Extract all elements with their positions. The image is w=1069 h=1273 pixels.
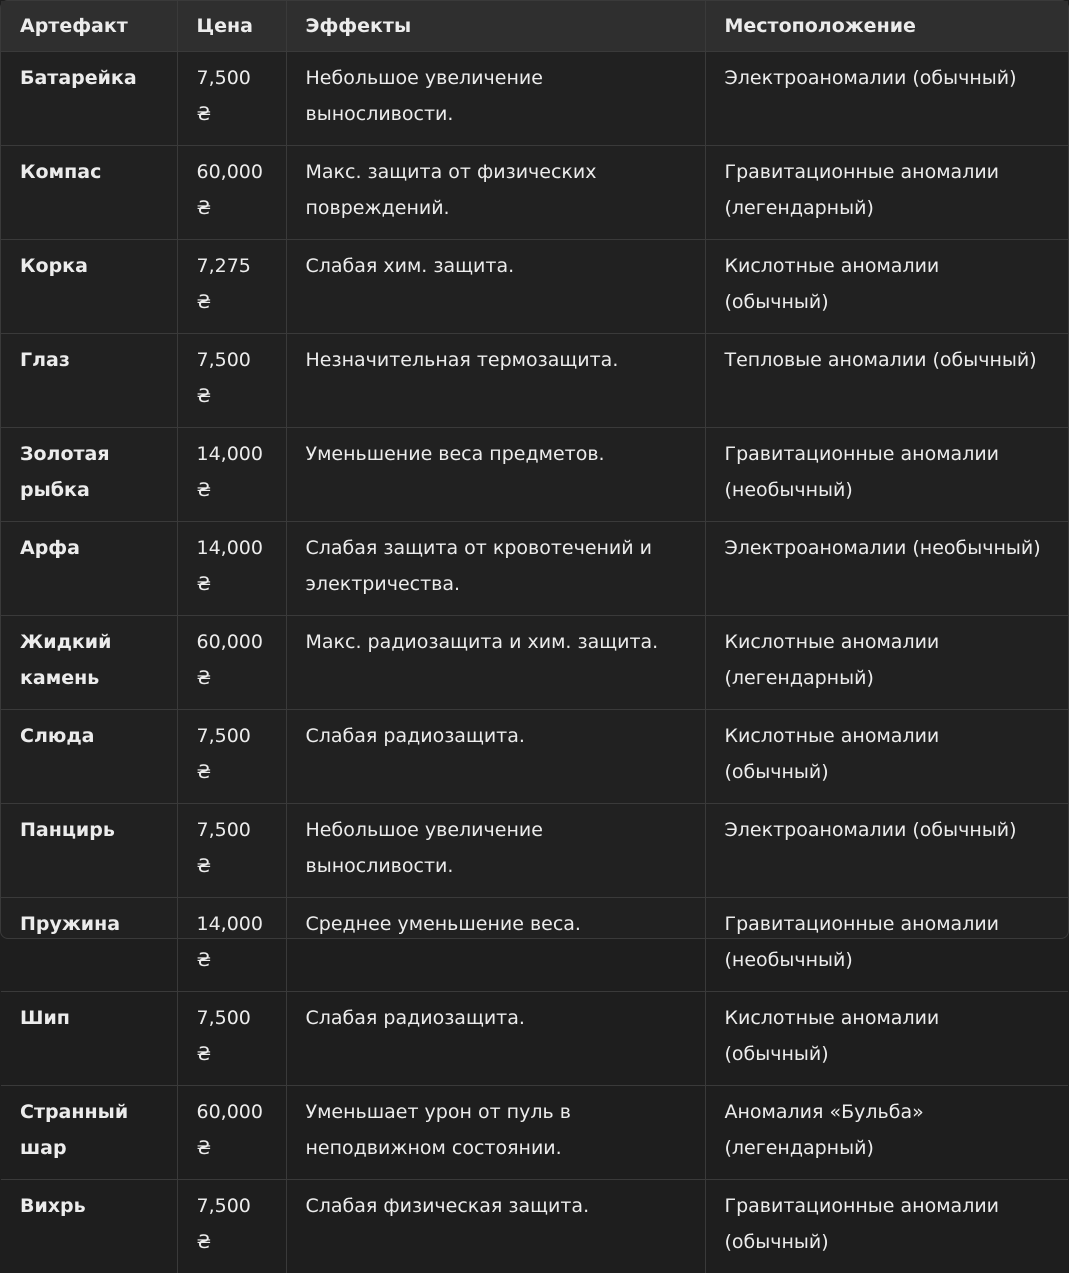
cell-effect: Уменьшает урон от пуль в неподвижном состоянии. <box>286 1085 705 1179</box>
table-row <box>1 333 1068 427</box>
cell-artifact: Корка <box>1 239 177 333</box>
cell-artifact: Вихрь <box>1 1179 177 1273</box>
table-row <box>1 521 1068 615</box>
cell-price: 14,000 ₴ <box>177 897 286 991</box>
cell-artifact: Шип <box>1 991 177 1085</box>
cell-effect: Небольшое увеличение выносливости. <box>286 51 705 145</box>
cell-effect: Макс. защита от физических повреждений. <box>286 145 705 239</box>
header-artifact: Артефакт <box>1 1 177 51</box>
cell-location: Кислотные аномалии (обычный) <box>705 991 1068 1085</box>
cell-effect: Макс. радиозащита и хим. защита. <box>286 615 705 709</box>
cell-artifact: Арфа <box>1 521 177 615</box>
cell-location: Гравитационные аномалии (необычный) <box>705 427 1068 521</box>
artifact-table <box>1 1 1068 1273</box>
cell-location: Электроаномалии (обычный) <box>705 51 1068 145</box>
cell-location: Кислотные аномалии (обычный) <box>705 239 1068 333</box>
header-location: Местоположение <box>724 14 916 37</box>
cell-price: 14,000 ₴ <box>177 427 286 521</box>
cell-effect: Слабая защита от кровотечений и электричества. <box>286 521 705 615</box>
cell-effect: Слабая хим. защита. <box>286 239 705 333</box>
cell-price: 7,500 ₴ <box>177 709 286 803</box>
cell-price: 7,500 ₴ <box>177 51 286 145</box>
cell-location: Тепловые аномалии (обычный) <box>705 333 1068 427</box>
cell-price: 7,500 ₴ <box>177 803 286 897</box>
cell-location: Кислотные аномалии (легендарный) <box>705 615 1068 709</box>
cell-artifact: Батарейка <box>1 51 177 145</box>
table-row <box>1 1085 1068 1179</box>
cell-artifact: Панцирь <box>1 803 177 897</box>
cell-artifact: Золотая рыбка <box>1 427 177 521</box>
cell-location: Гравитационные аномалии (необычный) <box>705 897 1068 991</box>
table-row <box>1 239 1068 333</box>
cell-location: Гравитационные аномалии (легендарный) <box>705 145 1068 239</box>
cell-effect: Среднее уменьшение веса. <box>286 897 705 991</box>
cell-effect: Небольшое увеличение выносливости. <box>286 803 705 897</box>
header-row <box>1 1 1068 51</box>
table-row <box>1 1179 1068 1273</box>
cell-location: Гравитационные аномалии (обычный) <box>705 1179 1068 1273</box>
cell-artifact: Слюда <box>1 709 177 803</box>
table-row <box>1 991 1068 1085</box>
cell-effect: Незначительная термозащита. <box>286 333 705 427</box>
cell-location: Электроаномалии (обычный) <box>705 803 1068 897</box>
cell-price: 14,000 ₴ <box>177 521 286 615</box>
cell-price: 60,000 ₴ <box>177 615 286 709</box>
header-price: Цена <box>177 1 286 51</box>
cell-location: Электроаномалии (необычный) <box>705 521 1068 615</box>
cell-price: 60,000 ₴ <box>177 145 286 239</box>
table-row <box>1 803 1068 897</box>
cell-artifact: Компас <box>1 145 177 239</box>
table-row <box>1 615 1068 709</box>
cell-price: 7,275 ₴ <box>177 239 286 333</box>
cell-artifact: Странный шар <box>1 1085 177 1179</box>
cell-artifact: Пружина <box>1 897 177 991</box>
cell-effect: Слабая радиозащита. <box>286 991 705 1085</box>
table-header <box>1 1 1068 51</box>
cell-location: Кислотные аномалии (обычный) <box>705 709 1068 803</box>
cell-effect: Слабая физическая защита. <box>286 1179 705 1273</box>
cell-effect: Уменьшение веса предметов. <box>286 427 705 521</box>
table-row <box>1 427 1068 521</box>
cell-location: Аномалия «Бульба» (легендарный) <box>705 1085 1068 1179</box>
cell-price: 7,500 ₴ <box>177 333 286 427</box>
table-row <box>1 145 1068 239</box>
table-body <box>1 51 1068 1273</box>
cell-artifact: Глаз <box>1 333 177 427</box>
cell-artifact: Жидкий камень <box>1 615 177 709</box>
header-effects: Эффекты <box>286 1 705 51</box>
table-row <box>1 897 1068 991</box>
table-row <box>1 51 1068 145</box>
table-row <box>1 709 1068 803</box>
cell-effect: Слабая радиозащита. <box>286 709 705 803</box>
cell-price: 7,500 ₴ <box>177 991 286 1085</box>
cell-price: 60,000 ₴ <box>177 1085 286 1179</box>
cell-price: 7,500 ₴ <box>177 1179 286 1273</box>
